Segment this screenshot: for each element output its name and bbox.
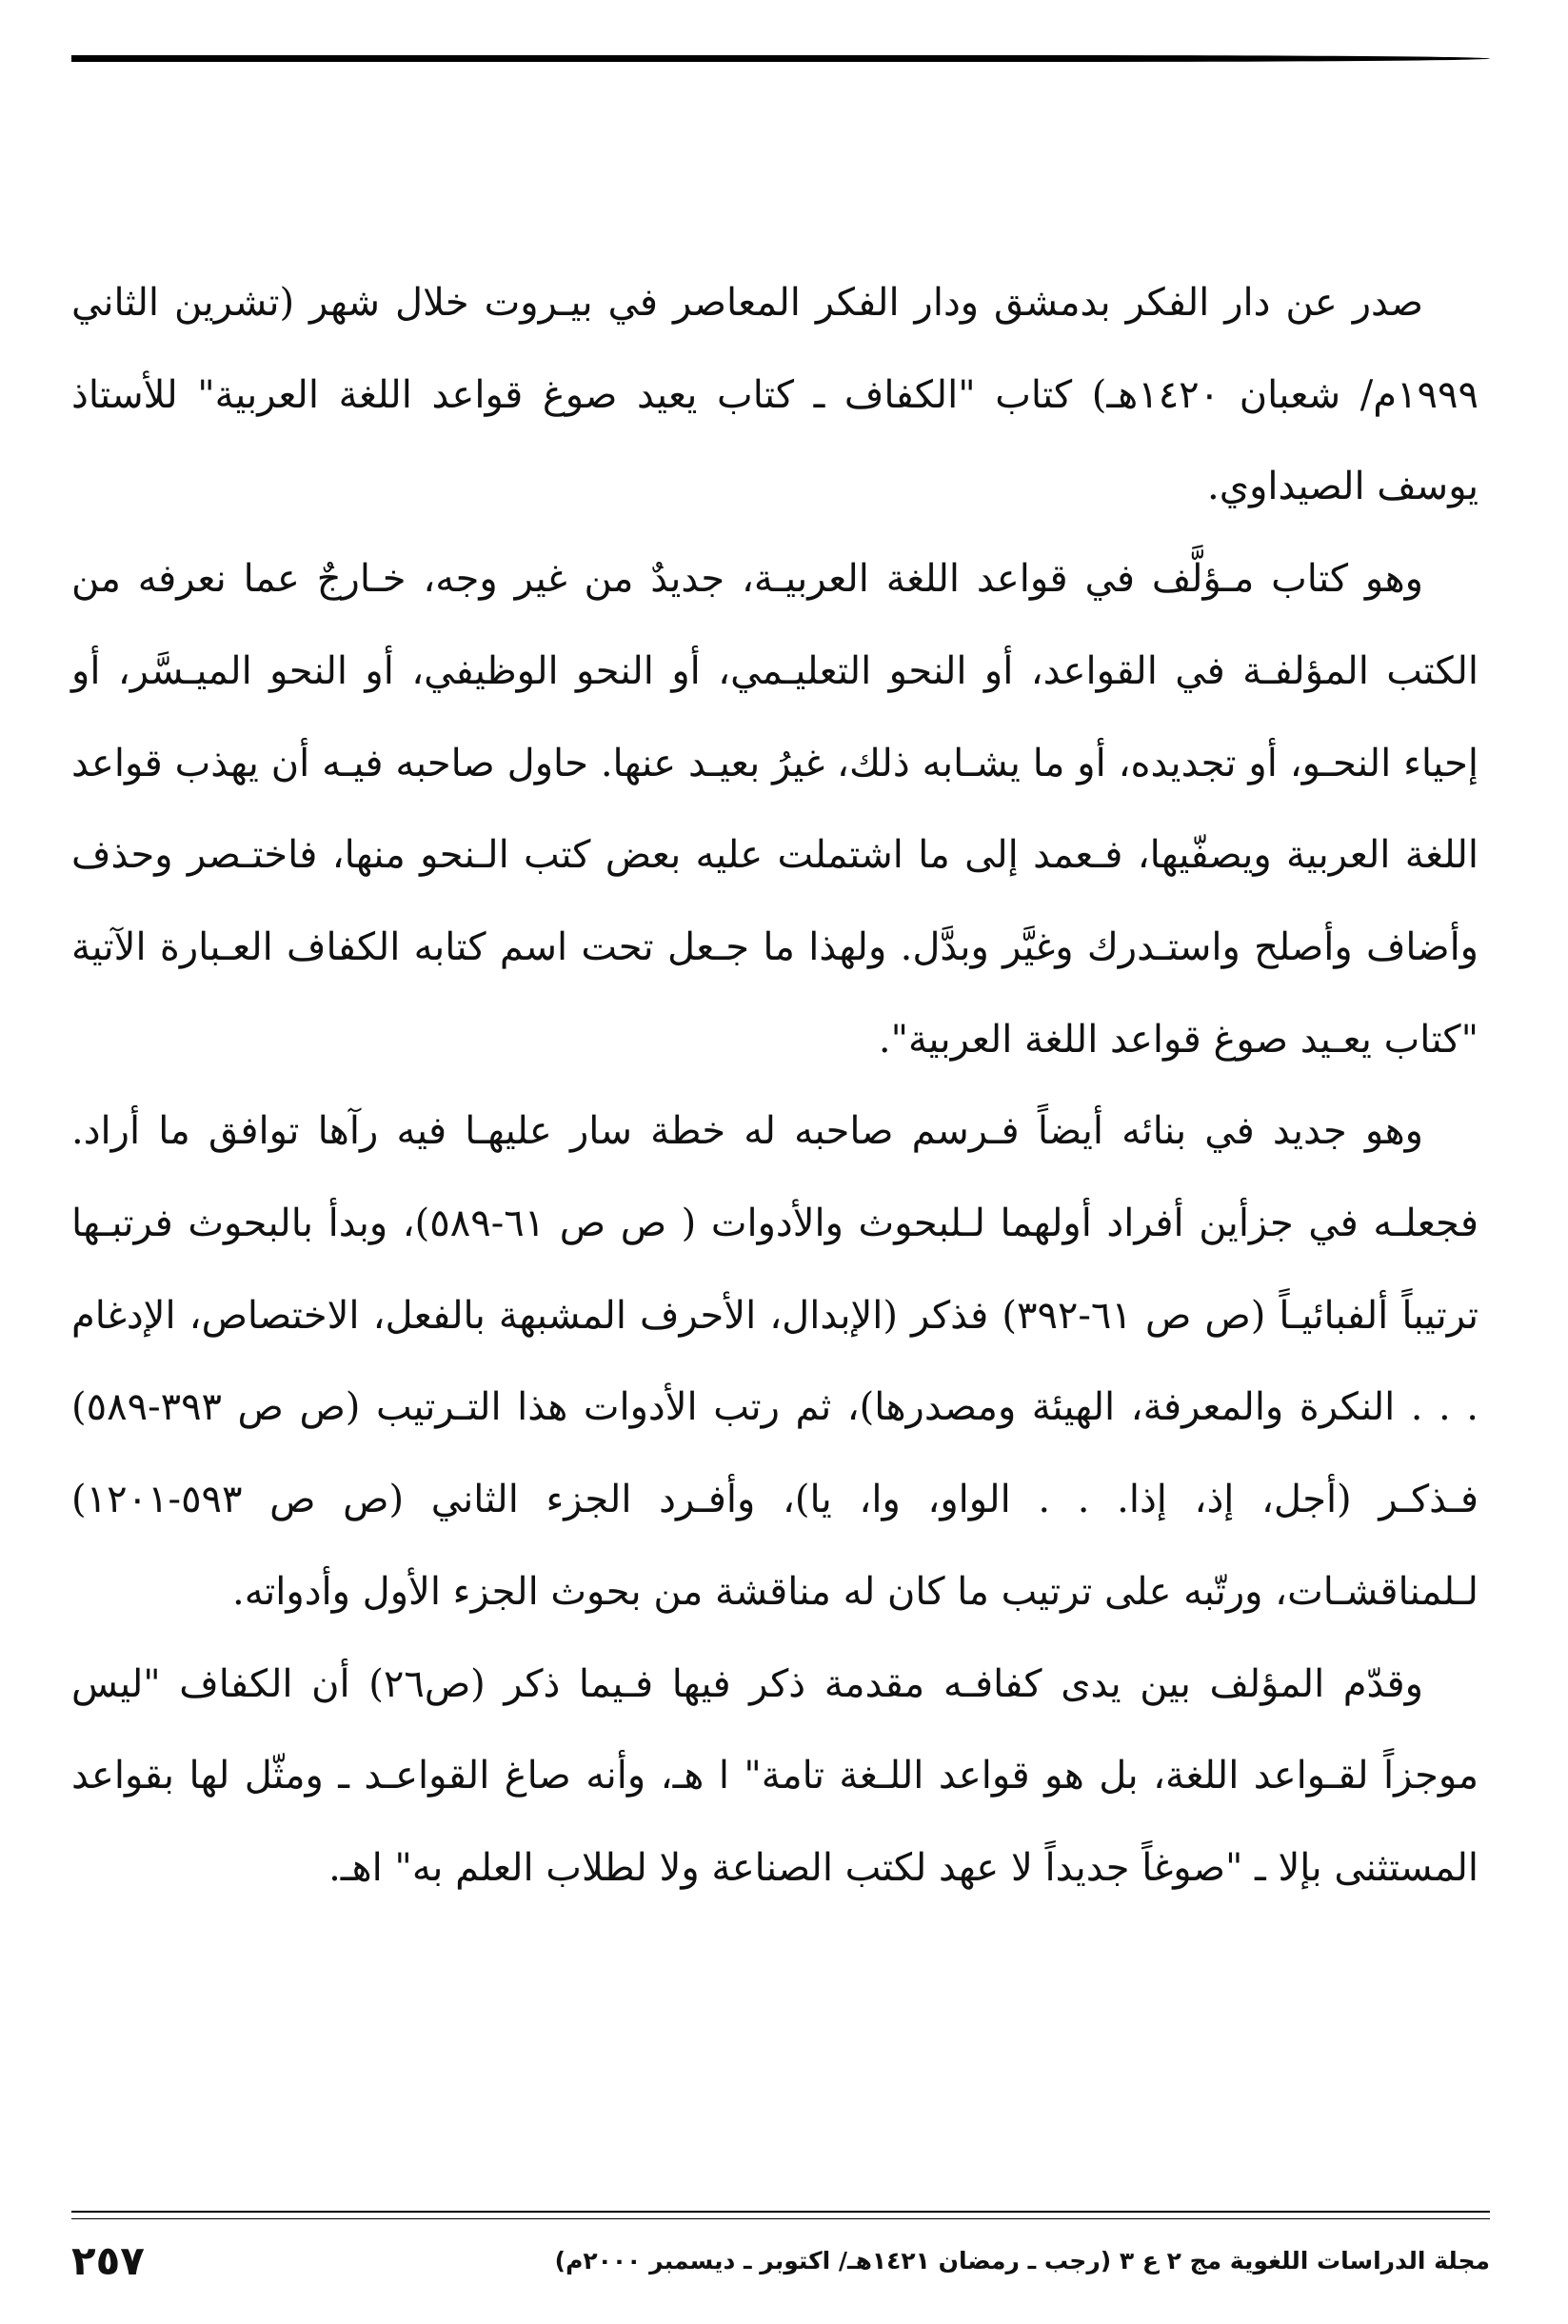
journal-reference: مجلة الدراسات اللغوية مج ٢ ع ٣ (رجب ـ رمضان ١٤٢١هـ/ اكتوبر ـ ديسمبر ٢٠٠٠م) [554,2247,1490,2274]
footer-rule-bottom [71,2218,1490,2219]
paragraph-1: صدر عن دار الفكر بدمشق ودار الفكر المعاصر في بيـروت خلال شهر (تشرين الثاني ١٩٩٩م/ شعبان ١٤٢٠هـ) كتاب "الكفاف ـ كتاب يعيد صوغ قواعد اللغة العربية" للأستاذ يوسف الصيداوي. [71,281,1479,509]
article-body [71,257,1479,1915]
paragraph-4: وقدّم المؤلف بين يدى كفافـه مقدمة ذكر فيها فـيما ذكر (ص٢٦) أن الكفاف "ليس موجزاً لقـواعد اللغة، بل هو قواعد اللـغة تامة" ا هـ، وأنه صاغ القواعـد ـ ومثّل لها بقواعد المستثنى بإلا ـ "صوغاً جديداً لا عهد لكتب الصناعة ولا لطلاب العلم به" اهـ. [71,1661,1479,1890]
page-footer [71,2237,1490,2294]
paragraph-2: وهو كتاب مـؤلَّف في قواعد اللغة العربيـة، جديدٌ من غير وجه، خـارجٌ عما نعرفه من الكتب المؤلفـة في القواعد، أو النحو التعليـمي، أو النحو الوظيفي، أو النحو الميـسَّر، أو إحياء النحـو، أو تجديده، أو ما يشـابه ذلك، غيرُ بعيـد عنها. حاول صاحبه فيـه أن يهذب قواعد اللغة العربية ويصفّيها، فـعمد إلى ما اشتملت عليه بعض كتب الـنحو منها، فاختـصر وحذف وأضاف وأصلح واستـدرك وغيَّر وبدَّل. ولهذا ما جـعل تحت اسم كتابه الكفاف العـبارة الآتية "كتاب يعـيد صوغ قواعد اللغة العربية". [71,557,1479,1062]
footer-rule-top [71,2211,1490,2213]
page-number: ٢٥٧ [71,2237,145,2284]
header-rule [71,55,1490,62]
paragraph-3: وهو جديد في بنائه أيضاً فـرسم صاحبه له خطة سار عليهـا فيه رآها توافق ما أراد. فجعلـه في جزأين أفراد أولهما لـلبحوث والأدوات ( ص ص ٦١-٥٨٩)، وبدأ بالبحوث فرتبـها ترتيباً ألفبائيـاً (ص ص ٦١-٣٩٢) فذكر (الإبدال، الأحرف المشبهة بالفعل، الاختصاص، الإدغام . . . النكرة والمعرفة، الهيئة ومصدرها)، ثم رتب الأدوات هذا التـرتيب (ص ص ٣٩٣-٥٨٩) فـذكـر (أجل، إذ، إذا. . . الواو، وا، يا)، وأفـرد الجزء الثاني (ص ص ٥٩٣-١٢٠١) لـلمناقشـات، ورتّبه على ترتيب ما كان له مناقشة من بحوث الجزء الأول وأدواته. [71,1109,1479,1614]
